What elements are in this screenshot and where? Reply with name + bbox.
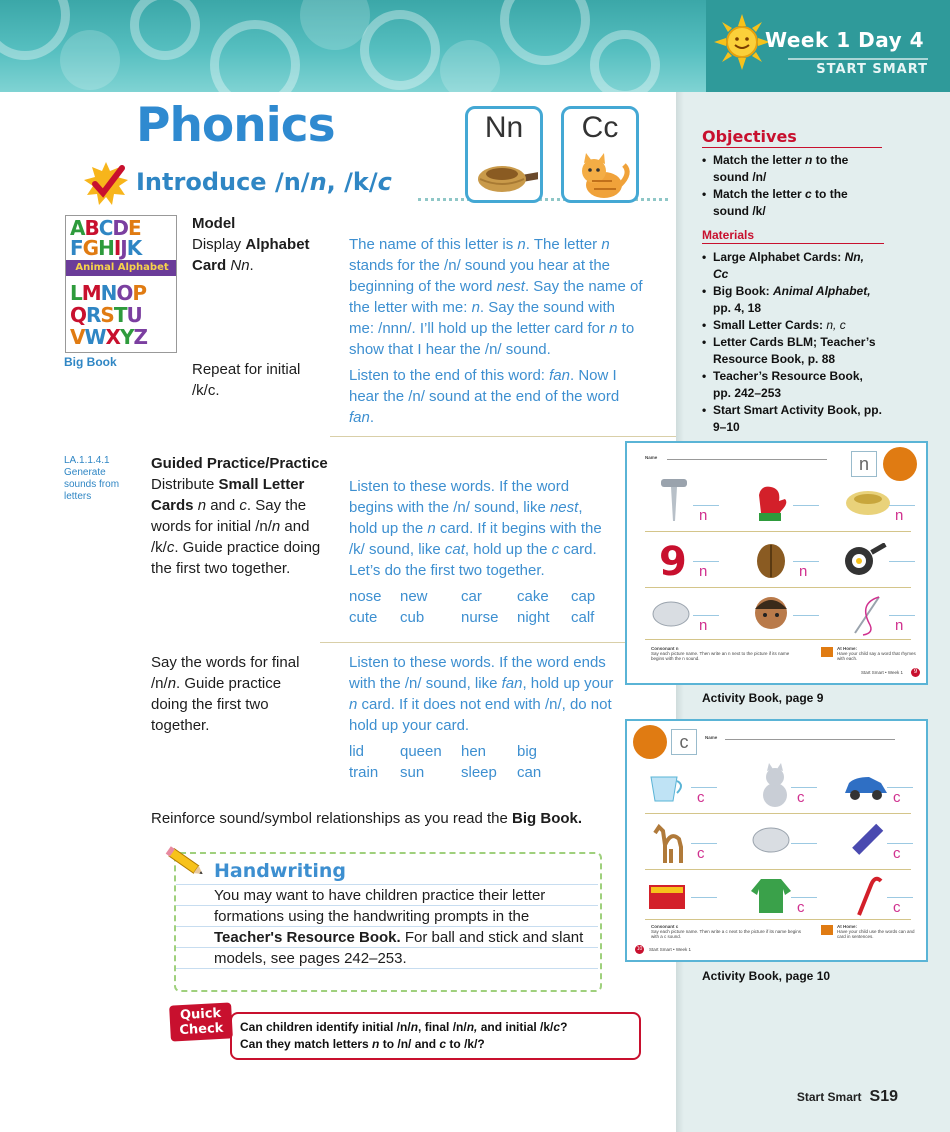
quick-check-questions: Can children identify initial /n/n, final /n/n, and initial /k/c? Can they match letters n to /n/ and c to /k/? [240,1020,568,1051]
page-number: 9 [911,668,920,677]
banner-circle [500,0,590,65]
model-script-2: Listen to the end of this word: fan. Now I hear the /n/ sound at the end of the word fan. [349,367,620,426]
final-script: Listen to these words. If the word ends with the /n/ sound, like fan, hold up your n card. If it does not end with /n/, do not hold up your card. [349,654,614,734]
page-footer [797,1088,898,1106]
banner-circle [60,30,120,90]
walnut-icon [753,541,789,581]
word: queen [400,743,442,760]
activity-page-10 [625,719,928,962]
coin-icon [751,825,791,855]
word: cake [517,588,549,605]
page-title: Phonics [136,98,335,153]
row-separator [645,531,911,532]
letter-card-cc [561,106,639,203]
activity-page-9 [625,441,928,685]
word: new [400,588,428,605]
activity-letter: n [851,451,877,477]
answer-line [887,843,913,844]
answer-letter: n [895,507,904,524]
camel-icon [649,819,689,865]
letter-card-label: Nn [484,111,524,144]
word: sleep [461,764,497,781]
boy-face-icon [751,593,791,637]
home-note: At Home: Have your child say a word that rhymes with each. [837,646,916,661]
answer-line [889,561,915,562]
nail-icon [657,477,693,523]
handwriting-title: Handwriting [214,860,347,882]
cat-icon [572,153,632,199]
mitten-icon [753,483,789,525]
house-icon [821,925,833,935]
banner-circle [130,0,200,60]
objective-item: • Match the letter n to the sound /n/ [702,152,882,186]
repeat-instruction: Repeat for initial /k/c. [192,361,301,399]
material-item: • Start Smart Activity Book, pp. 9–10 [702,402,882,436]
material-item: • Small Letter Cards: n, c [702,317,882,334]
answer-line [889,615,915,616]
answer-letter: c [797,789,805,806]
alphabet-letters: LMNOP QRSTU VWXYZ [70,281,147,349]
answer-letter: n [699,563,708,580]
week-banner [706,0,950,92]
nest-icon [843,483,893,519]
week-day-label: Week 1 Day 4 [764,28,924,52]
comb-icon [849,819,885,863]
home-note: At Home: Have your child use the words can and card in sentences. [837,924,915,939]
word: hen [461,743,487,760]
answer-line [793,615,819,616]
directions: Consonant c Say each picture name. Then write a c next to the picture if its name begins with a c sound. [651,924,801,939]
answer-letter: c [893,845,901,862]
answer-letter: n [699,617,708,634]
letter-card-nn [465,106,543,203]
material-item: • Large Alphabet Cards: Nn, Cc [702,249,882,283]
needle-icon [849,593,885,637]
book-icon [645,879,689,913]
reinforce-text: Reinforce sound/symbol relationships as you read the Big Book. [151,810,583,827]
word: nurse [461,609,499,626]
quick-check-tag: Quick Check [169,1002,233,1041]
letter-card-label: Cc [581,111,619,144]
objectives-list [702,152,882,220]
answer-letter: n [895,617,904,634]
answer-line [693,505,719,506]
name-label: Name [705,735,718,740]
page-number: 10 [636,946,643,952]
answer-line [691,897,717,898]
section-rule [320,642,626,643]
abc-badge-icon [633,725,667,759]
sweater-icon [749,875,793,915]
row-separator [645,639,911,640]
banner-circle [360,10,440,90]
answer-line [791,843,817,844]
sun-icon [714,14,770,70]
alphabet-letters: ABCDE FGHIJK [70,216,142,260]
name-label: Name [645,455,658,460]
word: cap [571,588,596,605]
big-book-title: Animal Alphabet [66,260,177,276]
name-line [725,739,895,740]
answer-line [889,505,915,506]
material-item: • Big Book: Animal Alphabet, pp. 4, 18 [702,283,882,317]
guided-script: Listen to these words. If the word begins with the /n/ sound, like nest, hold up the n card. If it begins with the /k/ sound, like cat, hold up the c card. Let’s do the first two together. [349,478,602,579]
guided-heading: Guided Practice/Practice [151,455,328,472]
section-label: START SMART [788,58,928,77]
banner-circle [0,0,70,60]
model-heading: Model [192,215,236,232]
nine-icon: 9 [659,539,687,585]
guided-instruction: Distribute Small Letter Cards n and c. Say the words for initial /n/n and /k/c. Guide practice doing the first two together. [151,476,321,577]
abc-badge-icon [883,447,917,481]
model-script: The name of this letter is n. The letter n stands for the /n/ sound you hear at the beginning of the word nest. Say the name of the letter with me: n. Say the sound with me: /nnn/. I’ll hold up the letter card for n to show that I hear the /n/ sound. [349,236,643,358]
final-word-list [349,741,571,783]
page-ref: Start Smart • Week 1 [649,947,692,952]
word: calf [571,609,595,626]
directions: Consonant n Say each picture name. Then write an n next to the picture if its name begins with the n sound. [651,646,790,661]
cup-icon [647,771,687,805]
footer-label: Start Smart [796,1090,862,1104]
word: cub [400,609,425,626]
guided-word-list [349,586,611,628]
answer-letter: c [697,845,705,862]
word: sun [400,764,425,781]
word: lid [349,743,365,760]
standard-note: LA.1.1.4.1 Generate sounds from letters [64,455,120,502]
header-banner [0,0,950,92]
big-book-caption: Big Book [64,355,117,369]
answer-line [887,787,913,788]
materials-title: Materials [702,228,884,244]
answer-line [793,561,819,562]
candy-cane-icon [849,873,885,917]
banner-circle [440,40,500,92]
activity-caption-9: Activity Book, page 9 [702,691,824,705]
name-line [667,459,827,460]
pencil-icon [164,846,208,880]
banner-circle [210,20,300,92]
answer-letter: c [697,789,705,806]
nest-icon [472,155,538,197]
answer-line [887,897,913,898]
material-item: • Teacher’s Resource Book, pp. 242–253 [702,368,882,402]
material-item: • Letter Cards BLM; Teacher’s Resource Book, p. 88 [702,334,882,368]
cat-icon [757,763,793,809]
answer-line [693,561,719,562]
activity-letter: c [671,729,697,755]
word: night [517,609,550,626]
frying-pan-icon [843,543,887,579]
answer-letter: n [699,507,708,524]
word: big [517,743,538,760]
row-separator [645,869,911,870]
answer-line [791,897,817,898]
row-separator [645,587,911,588]
answer-letter: c [893,789,901,806]
word: can [517,764,542,781]
page-ref: Start Smart • Week 1 [861,670,904,675]
answer-letter: c [893,899,901,916]
word: cute [349,609,378,626]
page-number: S19 [869,1088,898,1105]
word: car [461,588,482,605]
answer-line [693,615,719,616]
coin-icon [651,599,691,629]
row-separator [645,813,911,814]
row-separator [645,919,911,920]
answer-line [793,505,819,506]
word: nose [349,588,382,605]
objectives-title: Objectives [702,127,882,148]
answer-line [691,843,717,844]
word: train [349,764,379,781]
materials-list [702,249,882,436]
answer-letter: n [799,563,808,580]
big-book-cover [65,215,177,353]
handwriting-text: You may want to have children practice their letter formations using the handwriting prompts in the Teacher's Resource Book. For ball and stick and slant models, see pages 242–253. [214,887,584,967]
activity-caption-10: Activity Book, page 10 [702,969,831,983]
answer-letter: c [797,899,805,916]
model-instruction: Display Alphabet Card Nn. [192,236,310,274]
answer-line [691,787,717,788]
banner-circle [590,30,660,92]
final-instruction: Say the words for final /n/n. Guide practice doing the first two together. [151,654,300,734]
section-rule [330,436,676,437]
banner-circle [300,0,370,50]
house-icon [821,647,833,657]
page-subtitle: Introduce /n/n, /k/c [136,168,392,196]
car-icon [841,773,891,803]
answer-line [791,787,817,788]
objective-item: • Match the letter c to the sound /k/ [702,186,882,220]
checkmark-icon [84,162,128,206]
